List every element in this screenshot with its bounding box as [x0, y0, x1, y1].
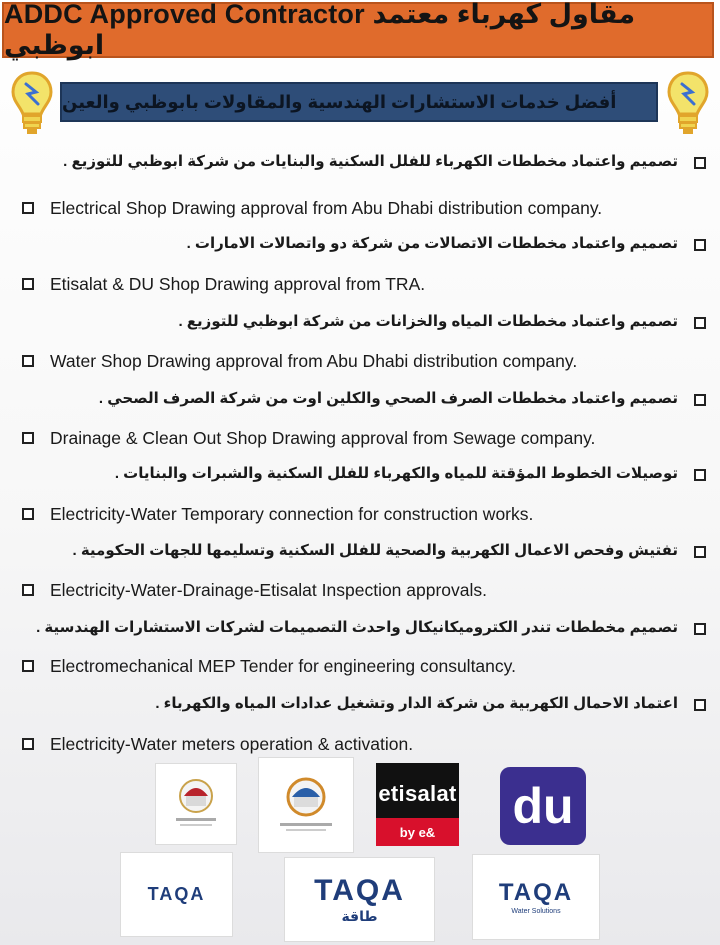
du-logo	[500, 767, 586, 845]
page-title: ADDC Approved Contractor مقاول كهرباء معتمد ابوظبي	[2, 2, 714, 58]
checkbox-icon	[694, 469, 706, 481]
checkbox-icon	[22, 738, 34, 750]
municipality-logo	[155, 763, 237, 845]
service-text-ar: اعتماد الاحمال الكهربية من شركة الدار وتشغيل عدادات المياه والكهرباء .	[155, 695, 678, 712]
service-text-en: Electromechanical MEP Tender for engineering consultancy.	[50, 656, 516, 676]
taqa-wordmark: TAQA	[498, 879, 574, 906]
checkbox-icon	[22, 584, 34, 596]
authority-logo	[258, 757, 354, 853]
service-text-en: Electrical Shop Drawing approval from Abu Dhabi distribution company.	[50, 198, 603, 218]
list-item	[0, 424, 720, 454]
etisalat-logo	[376, 763, 459, 846]
service-text-en: Drainage & Clean Out Shop Drawing approval from Sewage company.	[50, 428, 596, 448]
service-text-en: Electricity-Water-Drainage-Etisalat Inspection approvals.	[50, 580, 488, 600]
list-item	[0, 194, 720, 224]
checkbox-icon	[694, 317, 706, 329]
list-item	[0, 614, 720, 644]
checkbox-icon	[694, 157, 706, 169]
service-text-ar: تفتيش وفحص الاعمال الكهربية والصحية للفلل السكنية وتسليمها للجهات الحكومية .	[72, 542, 678, 559]
service-text-en: Water Shop Drawing approval from Abu Dhabi distribution company.	[50, 351, 578, 371]
subtitle-text: أفضل خدمات الاستشارات الهندسية والمقاولات بابوظبي والعين	[62, 91, 617, 112]
lightbulb-icon	[666, 70, 710, 136]
taqa-water-logo	[472, 854, 600, 940]
emblem-icon	[268, 767, 344, 843]
service-text-en: Electricity-Water Temporary connection for construction works.	[50, 504, 534, 524]
service-text-ar: تصميم واعتماد مخططات الكهرباء للفلل السكنية والبنايات من شركة ابوظبي للتوزيع .	[63, 153, 678, 170]
service-text-ar: تصميم واعتماد مخططات المياه والخزانات من شركة ابوظبي للتوزيع .	[178, 313, 678, 330]
checkbox-icon	[694, 699, 706, 711]
service-text-ar: تصميم واعتماد مخططات الصرف الصحي والكلين اوت من شركة الصرف الصحي .	[98, 390, 678, 407]
checkbox-icon	[22, 202, 34, 214]
checkbox-icon	[694, 394, 706, 406]
service-text-ar: تصميم واعتماد مخططات الاتصالات من شركة دو واتصالات الامارات .	[186, 235, 678, 252]
checkbox-icon	[22, 508, 34, 520]
list-item	[0, 308, 720, 338]
checkbox-icon	[694, 239, 706, 251]
taqa-wordmark: TAQA	[314, 874, 405, 907]
list-item	[0, 385, 720, 415]
du-wordmark: du	[512, 778, 574, 834]
taqa-water-text: Water Solutions	[511, 908, 561, 915]
checkbox-icon	[22, 278, 34, 290]
list-item	[0, 230, 720, 260]
list-item	[0, 270, 720, 300]
lightbulb-icon	[10, 70, 54, 136]
list-item	[0, 148, 720, 178]
etisalat-sub: by e&	[376, 818, 459, 846]
list-item	[0, 690, 720, 720]
service-text-ar: تصميم مخططات تندر الكتروميكانيكال واحدث التصميمات لشركات الاستشارات الهندسية .	[36, 619, 678, 636]
checkbox-icon	[22, 660, 34, 672]
list-item	[0, 537, 720, 567]
emblem-icon	[166, 774, 226, 834]
list-item	[0, 652, 720, 682]
taqa-logo-arabic	[284, 857, 435, 942]
service-text-en: Electricity-Water meters operation & activation.	[50, 734, 414, 754]
service-text-en: Etisalat & DU Shop Drawing approval from TRA.	[50, 274, 426, 294]
checkbox-icon	[22, 432, 34, 444]
list-item	[0, 500, 720, 530]
taqa-arabic-text: طاقة	[341, 908, 378, 924]
list-item	[0, 730, 720, 760]
taqa-wordmark: TAQA	[147, 884, 206, 904]
service-text-ar: توصيلات الخطوط المؤقتة للمياه والكهرباء للفلل السكنية والشبرات والبنايات .	[114, 465, 678, 482]
checkbox-icon	[694, 623, 706, 635]
list-item	[0, 460, 720, 490]
checkbox-icon	[694, 546, 706, 558]
taqa-logo-small	[120, 852, 233, 937]
etisalat-wordmark: etisalat	[378, 780, 457, 806]
list-item	[0, 576, 720, 606]
subtitle-banner	[60, 82, 658, 122]
list-item	[0, 347, 720, 377]
checkbox-icon	[22, 355, 34, 367]
